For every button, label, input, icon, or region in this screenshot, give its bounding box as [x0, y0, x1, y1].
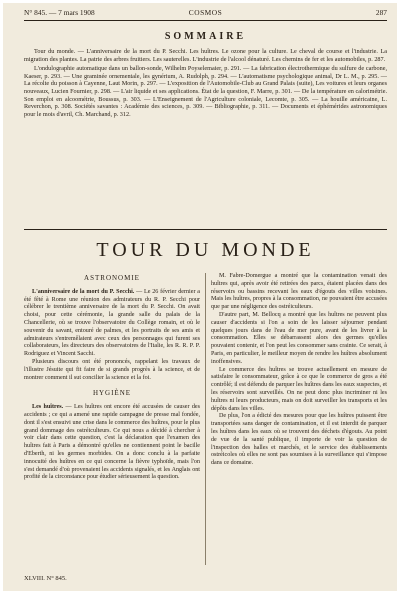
section-title: TOUR DU MONDE — [96, 239, 315, 261]
page-footer: XLVIII. N° 845. — [24, 575, 67, 582]
right-column — [211, 273, 387, 468]
article-text: De plus, l'on a édicté des mesures pour que les huîtres puissent être transportées sans danger de contamination, et il est interdit de parquer les huîtres dans les eaux où se trouvent des déchets d'égouts. Au point de vue de la santé publique, il importe de voir la question de l'inspection des halles et marchés, et le service des établissements ostréicoles où elles ne sont pas soumises à la surveillance qui s'impose dans ce domaine. — [211, 413, 387, 467]
page-scan — [3, 3, 397, 591]
section-heading-hygiene: HYGIÈNE — [92, 389, 132, 398]
article-text: M. Fabre-Domergue a montré que la contamination venait des huîtres qui, après avoir été retirées des parcs, étaient placées dans des réservoirs ou bassins recevant les eaux d'égouts des villes voisines. Mais les huîtres, propres à la consommation, ne pouvaient être accusées que par une négligence des ostréiculteurs. — [211, 273, 387, 311]
column-divider — [205, 273, 206, 565]
page-header — [24, 7, 387, 19]
header-rule — [24, 20, 387, 21]
sommaire-paragraph-1: Tour du monde. — L'anniversaire de la mort du P. Secchi. Les huîtres. Le ozone pour la culture. Le cheval de course et l'industrie. La migration des plantes. La patrie des arbres fruitiers. Les sauterelles. L'industrie de l'alcool dénaturé. Les chemins de fer et les automobiles, p. 287. — [24, 48, 387, 63]
left-column — [24, 273, 200, 482]
article-text: Plusieurs discours ont été prononcés, rappelant les travaux de l'illustre Jésuite qui fit faire de si grands progrès à la science, et de montrer comment il sut concilier la science et la foi. — [24, 358, 200, 381]
article-text: D'autre part, M. Bellocq a montré que les huîtres ne peuvent plus causer d'accidents si l'on a soin de les laisser séjourner pendant quelques jours dans de l'eau de mer pure, avant de les livrer à la consommation. Elles se débarrassent alors des germes qu'elles pouvaient contenir, et l'on peut les consommer sans crainte. Ce serait, à Paris, en particulier, le meilleur moyen de rendre les huîtres absolument inoffensives. — [211, 311, 387, 365]
journal-page — [24, 7, 387, 587]
sommaire-paragraph-2: L'ondulographie automatique dans un ballon-sonde, Wilhelm Poyselemaier, p. 291. — La fabrication électrothermique du sulfure de carbone, Kaeser, p. 293. — Une graminée ornementale, les gynérium, A. Rudolph, p. 294. — L'automatisme psychologique animal, Dr L. M., p. 295. — La récolte du poisson à Cayenne, Laut Morin, p. 297. — L'exposition de l'Automobile-Club au Grand Palais (suite), Les voitures et leurs organes nouveaux, Lucien Fournier, p. 298. — L'air liquide et ses applications. État de la question, F. Marre, p. 301. — De la température en calorimétrie. Son emploi en alcoométrie, Boussus, p. 303. — L'Enseignement de l'Agriculture coloniale, Lecomte, p. 305. — La houille américaine, L. Reverchon, p. 308. Sociétés savantes : Académie des sciences, p. 309. — Bibliographie, p. 311. — Documents et éphémérides astronomiques pour le mois d'avril, Ch. Marchand, p. 312. — [24, 65, 387, 118]
sommaire-rule — [24, 229, 387, 230]
page-number: 287 — [375, 8, 387, 17]
article-text: — Les huîtres ont encore été accusées de causer des accidents ; ce qui a amené une rapide campagne de presse mal fondée, dont il s'est ensuivi une crise dans le commerce des huîtres, pour le plus grand dommage des ostréiculteurs. Ce qui nous a décidé à chercher à voir clair dans cette question, c'est la déclaration que l'examen des huîtres fait à Paris a démontré qu'elles ne contiennent point le bacille d'Eberth, ni les germes morbides. On a donc conclu à la parfaite innocuité des huîtres en ce qui concerne la fièvre typhoïde, mais l'on s'est demandé d'où provenaient les accidents signalés, et les Anglais ont profité de la circonstance pour étudier sérieusement la question. — [24, 404, 200, 481]
article-title: L'anniversaire de la mort du P. Secchi. — [32, 288, 135, 295]
article-text: — Le 26 février dernier a été fêté à Rome une réunion des admirateurs du R. P. Secchi pour célébrer le trentième anniversaire de la mort du P. Secchi. On avait choisi, pour cette cérémonie, la grande salle du palais de la Chancellerie, où se trouve l'observatoire du Collège romain, et où le souvenir du savant, entouré de palmes, et les portraits de ses amis et admirateurs s'entremêlaient avec ceux des personnages qui furent ses collaborateurs, les directeurs des observatoires de l'Italie, les R. R. P. P. Rodriguez et Vincent Sacchi. — [24, 288, 200, 358]
article-title: Les huîtres. — [32, 404, 64, 411]
article-paragraph — [24, 289, 200, 359]
section-heading-astronomie: ASTRONOMIE — [84, 274, 140, 282]
sommaire-title: SOMMAIRE — [164, 31, 247, 42]
issue-number: N° 845. — 7 mars 1908 — [24, 8, 95, 17]
journal-name: COSMOS — [188, 8, 223, 17]
sommaire-text — [24, 48, 387, 120]
article-text: Le commerce des huîtres se trouve actuellement en mesure de satisfaire le consommateur, grâce à ce que le commerce de gros a été contrôlé; il est défendu de parquer les huîtres dans les eaux suspectes, et les réservoirs sont surveillés. On ne peut donc plus incriminer ni les huîtres ni leurs producteurs, mais on doit surveiller les transports et les dépôts dans les villes. — [211, 366, 387, 412]
article-paragraph — [24, 404, 200, 482]
